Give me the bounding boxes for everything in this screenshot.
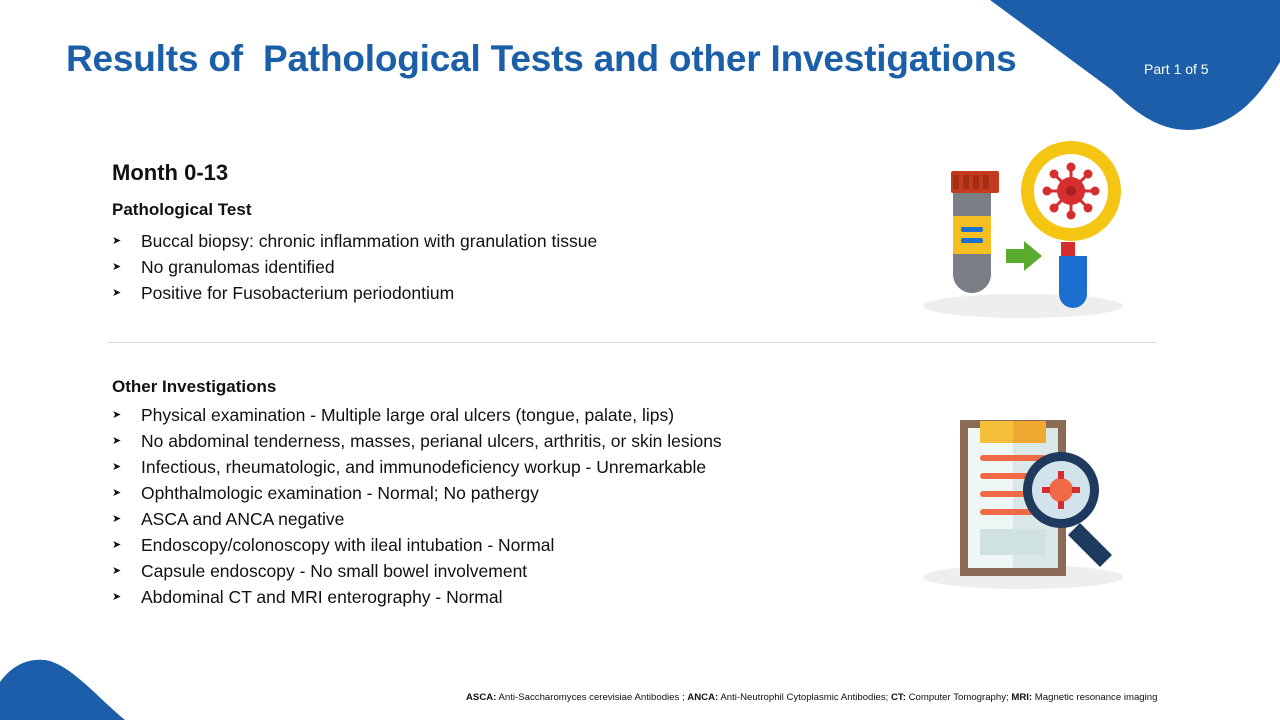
list-item: ➤ No granulomas identified — [112, 254, 597, 280]
bullet-arrow-icon: ➤ — [112, 565, 122, 577]
pathological-test-heading: Pathological Test — [112, 200, 252, 219]
list-item: ➤ ASCA and ANCA negative — [112, 506, 722, 532]
test-tube-magnifier-icon — [920, 138, 1130, 323]
list-item: ➤ Endoscopy/colonoscopy with ileal intubation - Normal — [112, 532, 722, 558]
list-item: ➤ Capsule endoscopy - No small bowel involvement — [112, 558, 722, 584]
list-item: ➤ Buccal biopsy: chronic inflammation with granulation tissue — [112, 228, 597, 254]
list-item: ➤ No abdominal tenderness, masses, perianal ulcers, arthritis, or skin lesions — [112, 428, 722, 454]
bullet-arrow-icon: ➤ — [112, 461, 122, 473]
pathological-test-list — [112, 228, 597, 306]
bullet-arrow-icon: ➤ — [112, 261, 122, 273]
list-item: ➤ Infectious, rheumatologic, and immunodeficiency workup - Unremarkable — [112, 454, 722, 480]
list-item: ➤ Abdominal CT and MRI enterography - Normal — [112, 584, 722, 610]
list-item: ➤ Positive for Fusobacterium periodontium — [112, 280, 597, 306]
abbreviations-footnote: ASCA: Anti-Saccharomyces cerevisiae Antibodies ; ANCA: Anti-Neutrophil Cytoplasmic Antibodies; CT: Computer Tomography; MRI: Magnetic resonance imaging — [466, 692, 1158, 703]
list-item: ➤ Physical examination - Multiple large oral ulcers (tongue, palate, lips) — [112, 402, 722, 428]
month-heading: Month 0-13 — [112, 160, 229, 185]
bullet-arrow-icon: ➤ — [112, 513, 122, 525]
bullet-arrow-icon: ➤ — [112, 287, 122, 299]
bullet-arrow-icon: ➤ — [112, 435, 122, 447]
bullet-arrow-icon: ➤ — [112, 235, 122, 247]
bullet-arrow-icon: ➤ — [112, 539, 122, 551]
bullet-arrow-icon: ➤ — [112, 487, 122, 499]
bullet-arrow-icon: ➤ — [112, 591, 122, 603]
other-investigations-list — [112, 402, 722, 610]
section-divider — [107, 342, 1157, 343]
clipboard-magnifier-icon — [920, 415, 1130, 595]
corner-decoration-bottom-left — [0, 650, 140, 720]
list-item: ➤ Ophthalmologic examination - Normal; No pathergy — [112, 480, 722, 506]
other-investigations-heading: Other Investigations — [112, 377, 277, 396]
page-title: Results of Pathological Tests and other Investigations — [66, 38, 1017, 79]
part-indicator: Part 1 of 5 — [1144, 61, 1209, 77]
bullet-arrow-icon: ➤ — [112, 409, 122, 421]
